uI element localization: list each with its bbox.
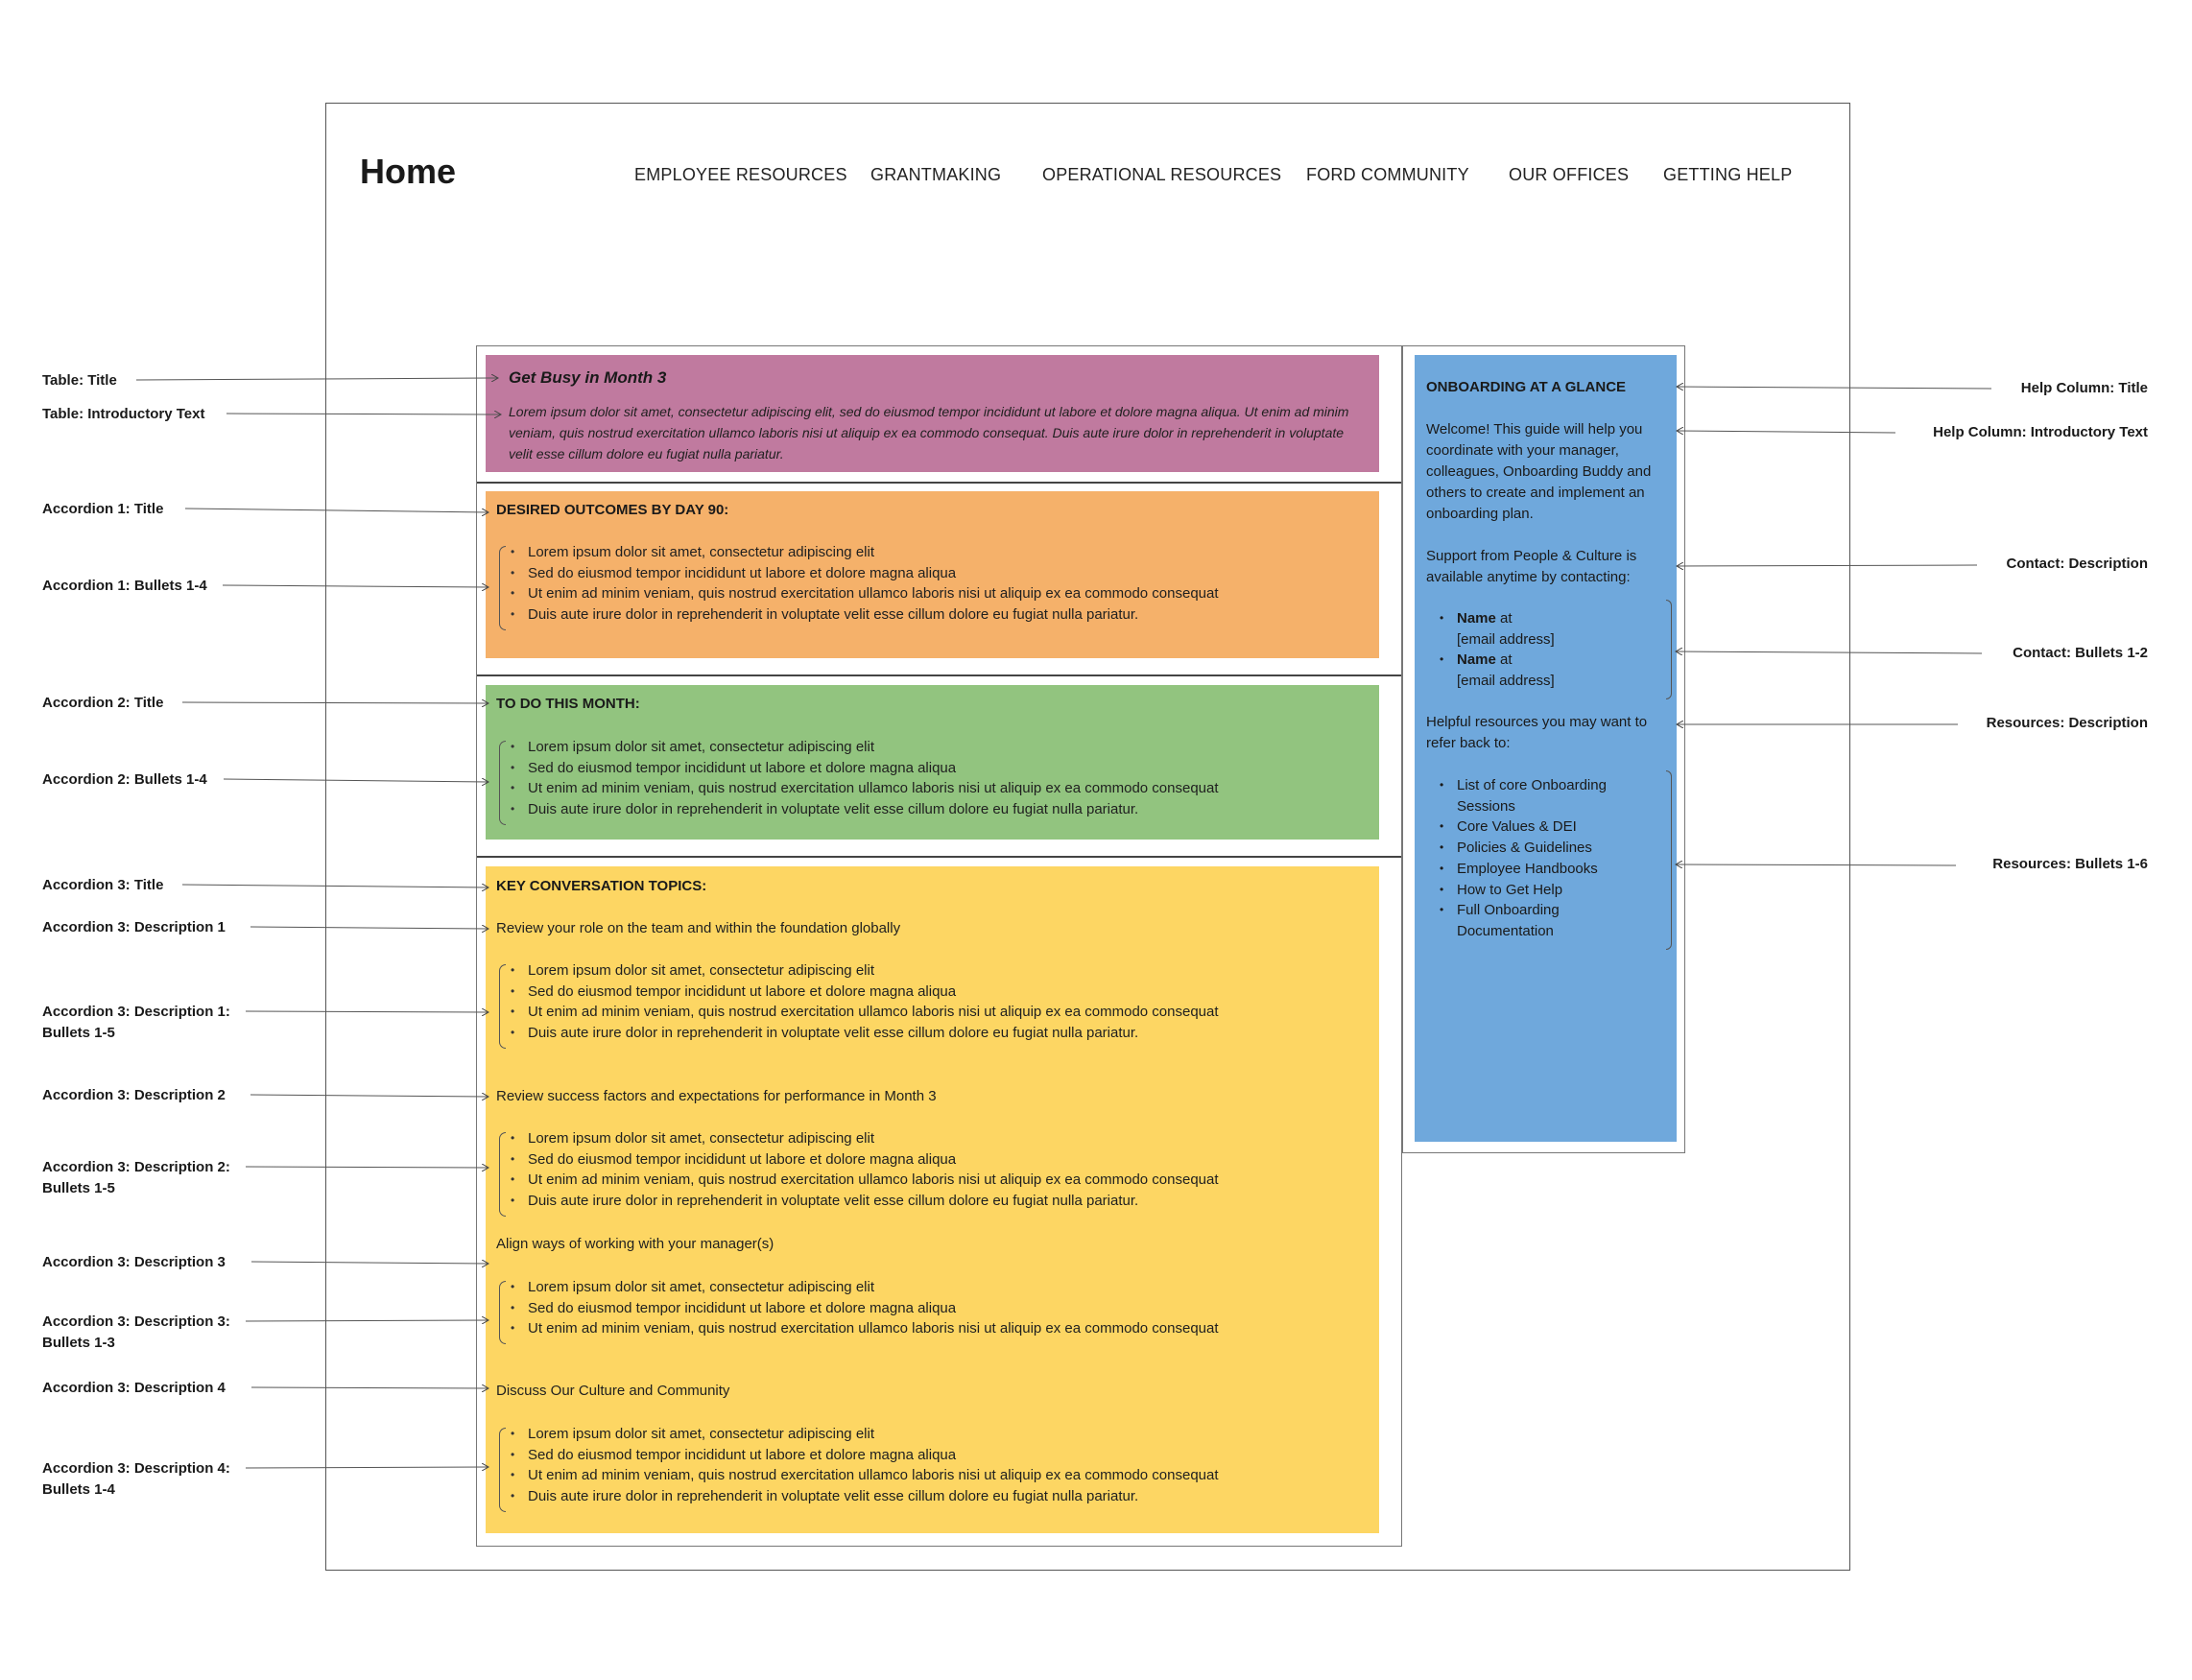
- annotation-label: Help Column: Introductory Text: [1933, 424, 2148, 440]
- divider: [477, 482, 1401, 484]
- contact-email[interactable]: [email address]: [1457, 673, 1555, 690]
- annotation-label: Accordion 3: Description 1: Bullets 1-5: [42, 1004, 230, 1041]
- contact-at: at: [1500, 651, 1513, 669]
- intro-title: Get Busy in Month 3: [509, 368, 667, 387]
- annotation-label: Accordion 1: Title: [42, 501, 164, 517]
- nav-operational-resources[interactable]: OPERATIONAL RESOURCES: [1042, 165, 1282, 184]
- resource-link[interactable]: • List of core Onboarding Sessions: [1426, 775, 1652, 816]
- accordion-3-description-2-bullets: [497, 1128, 1219, 1212]
- list-item: • Lorem ipsum dolor sit amet, consectetur adipiscing elit: [497, 542, 1219, 563]
- accordion-3-title[interactable]: KEY CONVERSATION TOPICS:: [496, 878, 707, 894]
- list-item: • Lorem ipsum dolor sit amet, consectetur adipiscing elit: [497, 1128, 1219, 1149]
- contact-at: at: [1500, 610, 1513, 627]
- annotation-label: Accordion 3: Description 2: [42, 1087, 226, 1103]
- accordion-3-description-1-bullets: [497, 960, 1219, 1044]
- list-item: • Sed do eiusmod tempor incididunt ut labore et dolore magna aliqua: [497, 758, 1219, 779]
- list-item: • Ut enim ad minim veniam, quis nostrud exercitation ullamco laboris nisi ut aliquip ex ea commodo consequat: [497, 778, 1219, 799]
- contact-name: Name: [1457, 651, 1496, 669]
- accordion-3-description-1: Review your role on the team and within the foundation globally: [496, 920, 901, 936]
- resource-link[interactable]: • Core Values & DEI: [1426, 816, 1652, 838]
- annotation-label: Accordion 3: Description 4: [42, 1380, 226, 1396]
- list-item: • Duis aute irure dolor in reprehenderit in voluptate velit esse cillum dolore eu fugiat nulla pariatur.: [497, 799, 1219, 820]
- help-column-intro: Welcome! This guide will help you coordinate with your manager, colleagues, Onboarding Buddy and others to create and implement an onboarding plan.: [1426, 421, 1652, 522]
- annotation-label: Accordion 3: Title: [42, 877, 164, 893]
- nav-grantmaking[interactable]: GRANTMAKING: [870, 165, 1002, 184]
- resource-link[interactable]: • Employee Handbooks: [1426, 859, 1652, 880]
- accordion-1-title[interactable]: DESIRED OUTCOMES BY DAY 90:: [496, 502, 729, 518]
- resource-link[interactable]: • Full Onboarding Documentation: [1426, 900, 1652, 941]
- annotation-label: Table: Introductory Text: [42, 406, 205, 422]
- contact-description: Support from People & Culture is available anytime by contacting:: [1426, 548, 1637, 585]
- list-item: • Ut enim ad minim veniam, quis nostrud exercitation ullamco laboris nisi ut aliquip ex ea commodo consequat: [497, 1465, 1219, 1486]
- resource-link[interactable]: • Policies & Guidelines: [1426, 838, 1652, 859]
- accordion-1-bullets: [497, 542, 1219, 626]
- list-item: • Sed do eiusmod tempor incididunt ut labore et dolore magna aliqua: [497, 982, 1219, 1003]
- accordion-3-description-3: Align ways of working with your manager(s): [496, 1236, 774, 1252]
- annotation-label: Table: Title: [42, 372, 117, 389]
- divider: [477, 674, 1401, 676]
- divider: [477, 856, 1401, 858]
- list-item: • Ut enim ad minim veniam, quis nostrud exercitation ullamco laboris nisi ut aliquip ex ea commodo consequat: [497, 583, 1219, 604]
- page-title: Home: [360, 152, 457, 191]
- list-item: • Sed do eiusmod tempor incididunt ut labore et dolore magna aliqua: [497, 563, 1219, 584]
- annotation-label: Accordion 3: Description 1: [42, 919, 226, 935]
- list-item: • Lorem ipsum dolor sit amet, consectetur adipiscing elit: [497, 1424, 1219, 1445]
- annotation-label: Resources: Description: [1986, 715, 2148, 731]
- annotation-label: Accordion 2: Bullets 1-4: [42, 771, 207, 788]
- list-item: • Sed do eiusmod tempor incididunt ut labore et dolore magna aliqua: [497, 1445, 1219, 1466]
- accordion-2-bullets: [497, 737, 1219, 820]
- contact-item: [1426, 650, 1652, 691]
- resource-link[interactable]: • How to Get Help: [1426, 880, 1652, 901]
- list-item: • Ut enim ad minim veniam, quis nostrud exercitation ullamco laboris nisi ut aliquip ex ea commodo consequat: [497, 1170, 1219, 1191]
- annotation-label: Resources: Bullets 1-6: [1992, 856, 2148, 872]
- contact-name: Name: [1457, 610, 1496, 627]
- list-item: • Lorem ipsum dolor sit amet, consectetur adipiscing elit: [497, 1277, 1219, 1298]
- list-item: • Ut enim ad minim veniam, quis nostrud exercitation ullamco laboris nisi ut aliquip ex ea commodo consequat: [497, 1318, 1219, 1339]
- list-item: • Duis aute irure dolor in reprehenderit in voluptate velit esse cillum dolore eu fugiat nulla pariatur.: [497, 604, 1219, 626]
- bracket: [1666, 600, 1672, 699]
- annotation-label: Contact: Description: [2006, 556, 2148, 572]
- annotation-label: Accordion 1: Bullets 1-4: [42, 578, 207, 594]
- bracket: [1666, 770, 1672, 950]
- list-item: • Sed do eiusmod tempor incididunt ut labore et dolore magna aliqua: [497, 1298, 1219, 1319]
- annotation-label: Help Column: Title: [2020, 380, 2148, 396]
- nav-employee-resources[interactable]: EMPLOYEE RESOURCES: [634, 165, 847, 184]
- nav-our-offices[interactable]: OUR OFFICES: [1509, 165, 1630, 184]
- nav-getting-help[interactable]: GETTING HELP: [1663, 165, 1793, 184]
- annotation-label: Accordion 3: Description 3: [42, 1254, 226, 1270]
- resources-description: Helpful resources you may want to refer back to:: [1426, 714, 1648, 751]
- intro-text: Lorem ipsum dolor sit amet, consectetur adipiscing elit, sed do eiusmod tempor incididunt ut labore et dolore magna aliqua. Ut enim ad minim veniam, quis nostrud exercitation ullamco laboris nisi ut aliquip ex ea commodo consequat. Duis aute irure dolor in reprehenderit in voluptate velit esse cillum dolore eu fugiat nulla pariatur.: [509, 404, 1349, 461]
- accordion-3-description-4: Discuss Our Culture and Community: [496, 1383, 730, 1399]
- annotation-label: Accordion 3: Description 4: Bullets 1-4: [42, 1460, 230, 1498]
- resources-bullets: [1426, 775, 1652, 942]
- contact-bullets: [1426, 608, 1652, 692]
- annotation-label: Accordion 3: Description 2: Bullets 1-5: [42, 1159, 230, 1196]
- contact-item: [1426, 608, 1652, 650]
- accordion-2-title[interactable]: TO DO THIS MONTH:: [496, 696, 640, 712]
- list-item: • Duis aute irure dolor in reprehenderit in voluptate velit esse cillum dolore eu fugiat nulla pariatur.: [497, 1023, 1219, 1044]
- annotation-label: Contact: Bullets 1-2: [2013, 645, 2148, 661]
- help-column-title: ONBOARDING AT A GLANCE: [1426, 379, 1627, 395]
- list-item: • Sed do eiusmod tempor incididunt ut labore et dolore magna aliqua: [497, 1149, 1219, 1171]
- contact-email[interactable]: [email address]: [1457, 630, 1555, 648]
- list-item: • Lorem ipsum dolor sit amet, consectetur adipiscing elit: [497, 737, 1219, 758]
- accordion-3-description-2: Review success factors and expectations for performance in Month 3: [496, 1088, 937, 1104]
- list-item: • Ut enim ad minim veniam, quis nostrud exercitation ullamco laboris nisi ut aliquip ex ea commodo consequat: [497, 1002, 1219, 1023]
- list-item: • Duis aute irure dolor in reprehenderit in voluptate velit esse cillum dolore eu fugiat nulla pariatur.: [497, 1486, 1219, 1507]
- accordion-3-description-3-bullets: [497, 1277, 1219, 1339]
- list-item: • Duis aute irure dolor in reprehenderit in voluptate velit esse cillum dolore eu fugiat nulla pariatur.: [497, 1191, 1219, 1212]
- accordion-3-description-4-bullets: [497, 1424, 1219, 1507]
- annotation-label: Accordion 3: Description 3: Bullets 1-3: [42, 1313, 230, 1351]
- nav-ford-community[interactable]: FORD COMMUNITY: [1306, 165, 1469, 184]
- list-item: • Lorem ipsum dolor sit amet, consectetur adipiscing elit: [497, 960, 1219, 982]
- annotation-label: Accordion 2: Title: [42, 695, 164, 711]
